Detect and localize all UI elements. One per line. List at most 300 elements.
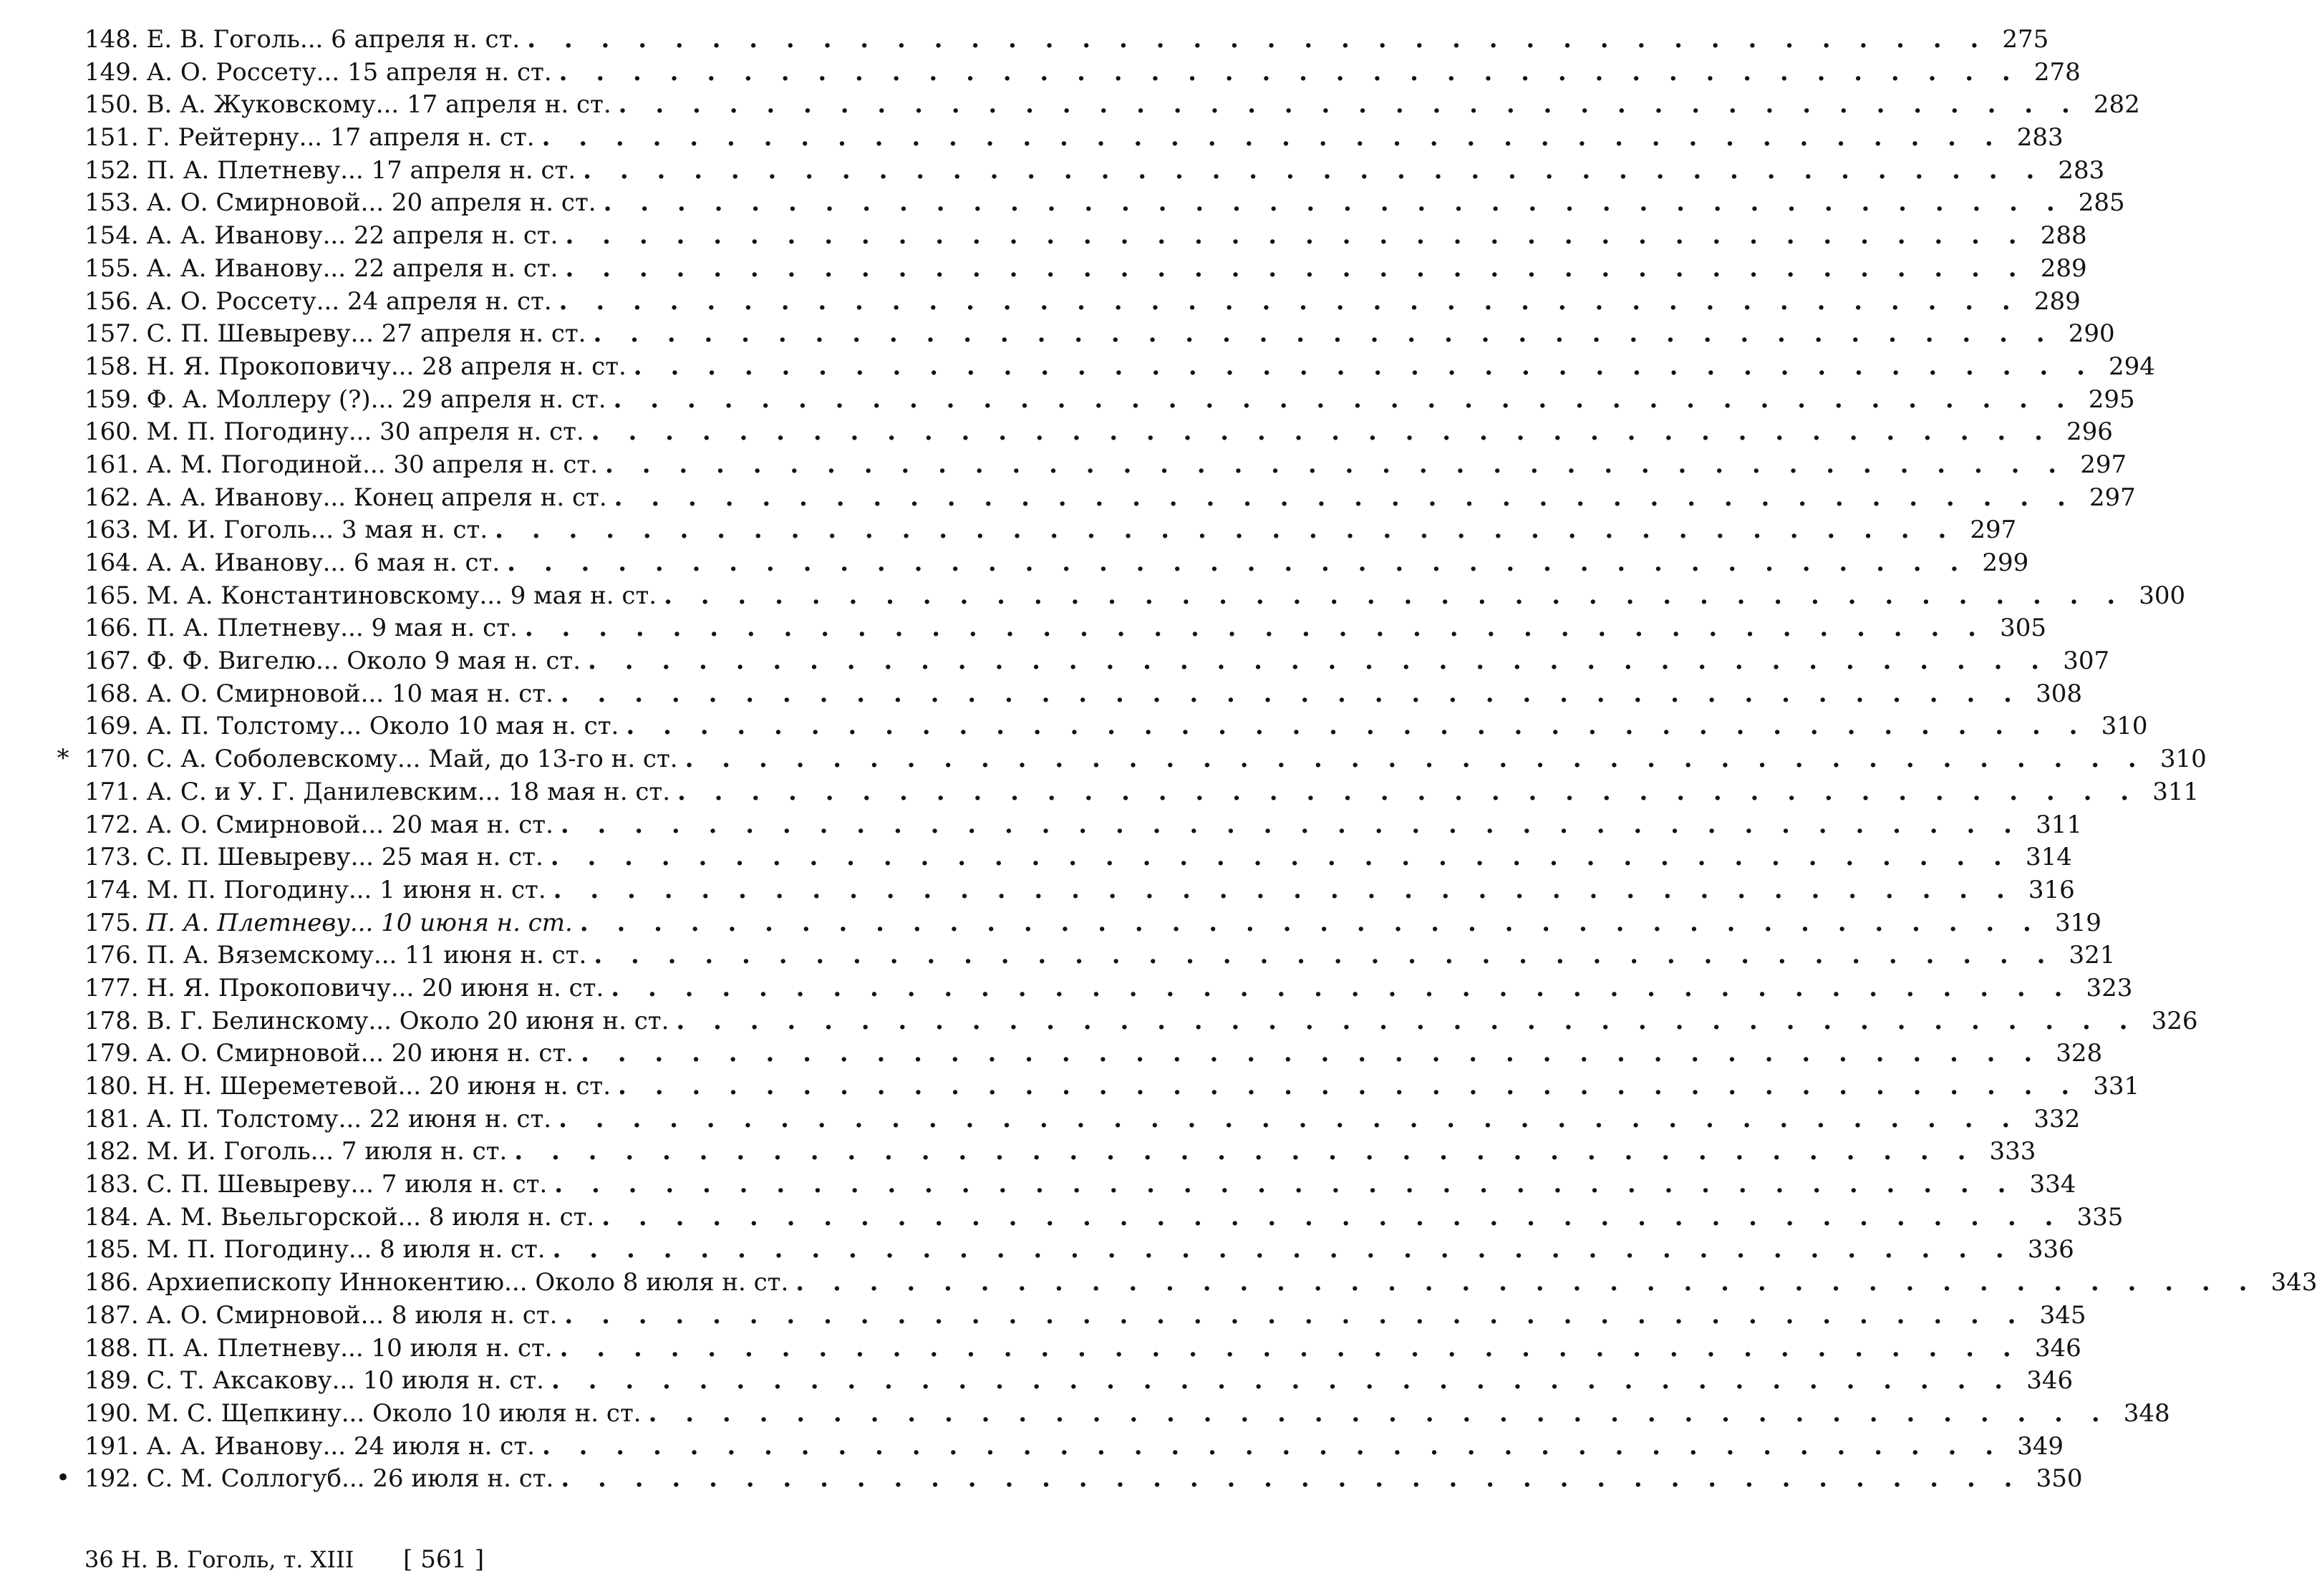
- entry-number: 174.: [84, 875, 139, 904]
- dot-leader: . . . . . . . . . . . . . . . . . . . . . . . . . . . . . . . . . . . . . . . .: [795, 1268, 2258, 1297]
- toc-entry: [0, 1264, 2317, 1297]
- entry-line: [84, 1268, 2317, 1297]
- entry-spacer: [139, 1138, 147, 1165]
- entry-page-number: 310: [2101, 712, 2148, 741]
- toc-entry: [0, 218, 2087, 251]
- entry-number: 172.: [84, 810, 139, 839]
- toc-entry: [0, 872, 2075, 905]
- entry-title: С. М. Соллогуб... 26 июля н. ст.: [146, 1464, 554, 1494]
- dot-leader: . . . . . . . . . . . . . . . . . . . . . . . . . . . . . . . . . . . . . . . .: [618, 1072, 2080, 1101]
- entry-page-number: 278: [2033, 57, 2081, 87]
- toc-entry: [0, 316, 2115, 349]
- entry-line: [84, 908, 2101, 937]
- entry-title: П. А. Вяземскому... 11 июня н. ст.: [146, 941, 587, 970]
- entry-spacer: [139, 647, 147, 674]
- entry-title: Н. Н. Шереметевой... 20 июня н. ст.: [146, 1072, 611, 1101]
- entry-title: С. П. Шевыреву... 25 мая н. ст.: [146, 843, 543, 872]
- entry-number: 176.: [84, 941, 139, 970]
- entry-line: [84, 843, 2072, 872]
- footer-signature: 36 Н. В. Гоголь, т. XIII: [84, 1546, 354, 1573]
- entry-page-number: 332: [2033, 1104, 2081, 1133]
- dot-leader: . . . . . . . . . . . . . . . . . . . . . . . . . . . . . . . . . . . . . . . .: [618, 90, 2080, 120]
- entry-spacer: [139, 288, 147, 315]
- toc-entry: [0, 251, 2087, 284]
- entry-page-number: 289: [2040, 253, 2087, 283]
- entry-title: А. О. Смирновой... 20 июня н. ст.: [146, 1039, 574, 1068]
- entry-title: С. А. Соболевскому... Май, до 13-го н. ст.: [146, 745, 678, 774]
- entry-number: 178.: [84, 1006, 139, 1035]
- entry-line: [84, 1366, 2074, 1396]
- entry-title: М. С. Щепкину... Около 10 июля н. ст.: [146, 1398, 642, 1428]
- entry-spacer: [139, 843, 147, 871]
- dot-leader: . . . . . . . . . . . . . . . . . . . . . . . . . . . . . . . . . . . . . . . .: [560, 810, 2022, 839]
- footer-page-number: [ 561 ]: [403, 1545, 485, 1574]
- entry-title: В. Г. Белинскому... Около 20 июня н. ст.: [146, 1006, 669, 1035]
- entry-line: [84, 875, 2075, 904]
- entry-title: Е. В. Гоголь... 6 апреля н. ст.: [146, 25, 521, 54]
- entry-line: [84, 286, 2081, 316]
- entry-line: [84, 810, 2082, 839]
- toc-entry: [0, 643, 2110, 676]
- entry-spacer: [139, 1465, 147, 1492]
- entry-spacer: [139, 942, 147, 969]
- entry-line: [84, 1170, 2076, 1199]
- entry-title: А. М. Вьельгорской... 8 июля н. ст.: [146, 1202, 595, 1232]
- entry-number: 168.: [84, 679, 139, 708]
- entry-page-number: 283: [2016, 123, 2064, 153]
- entry-spacer: [139, 1433, 147, 1460]
- entry-page-number: 345: [2039, 1300, 2086, 1330]
- entry-spacer: [139, 189, 147, 216]
- entry-page-number: 346: [2026, 1366, 2074, 1396]
- toc-entry: [0, 480, 2136, 513]
- entry-title: С. Т. Аксакову... 10 июля н. ст.: [146, 1366, 544, 1396]
- entry-number: 166.: [84, 614, 139, 643]
- entry-spacer: [139, 1269, 147, 1296]
- dot-leader: . . . . . . . . . . . . . . . . . . . . . . . . . . . . . . . . . . . . . . . .: [593, 319, 2055, 349]
- entry-line: [84, 1006, 2198, 1035]
- entry-line: [84, 1104, 2081, 1133]
- entry-page-number: 275: [2002, 25, 2049, 54]
- toc-entry: [0, 1297, 2086, 1330]
- entry-title: М. И. Гоголь... 7 июля н. ст.: [146, 1137, 508, 1166]
- entry-page-number: 321: [2069, 941, 2116, 970]
- entry-line: [84, 745, 2207, 774]
- entry-line: [84, 253, 2087, 283]
- entry-title: М. П. Погодину... 1 июня н. ст.: [146, 875, 546, 904]
- entry-page-number: 297: [2089, 483, 2136, 512]
- toc-entry: [0, 1363, 2074, 1396]
- entry-number: 156.: [84, 286, 139, 316]
- entry-spacer: [139, 157, 147, 184]
- entry-number: 171.: [84, 777, 139, 806]
- entry-number: 189.: [84, 1366, 139, 1396]
- entry-spacer: [139, 1106, 147, 1133]
- dot-leader: . . . . . . . . . . . . . . . . . . . . . . . . . . . . . . . . . . . . . . . .: [553, 875, 2015, 904]
- toc-entry: [0, 1330, 2081, 1363]
- page-footer: [84, 1545, 484, 1581]
- toc-entry: [0, 1199, 2124, 1232]
- entry-page-number: 326: [2151, 1006, 2198, 1035]
- entry-spacer: [139, 222, 147, 249]
- entry-number: 152.: [84, 155, 139, 185]
- entry-line: [84, 352, 2155, 381]
- entry-page-number: 333: [1989, 1137, 2036, 1166]
- toc-entry: [0, 382, 2135, 415]
- entry-title: Архиепископу Иннокентию... Около 8 июля н. ст.: [146, 1268, 789, 1297]
- entry-number: 184.: [84, 1202, 139, 1232]
- dot-leader: . . . . . . . . . . . . . . . . . . . . . . . . . . . . . . . . . . . . . . . .: [560, 679, 2022, 708]
- toc-entry: [0, 610, 2046, 643]
- entry-page-number: 297: [1970, 516, 2017, 545]
- dot-leader: . . . . . . . . . . . . . . . . . . . . . . . . . . . . . . . . . . . . . . . .: [633, 352, 2095, 381]
- entry-line: [84, 319, 2115, 349]
- entry-title: Н. Я. Прокоповичу... 28 апреля н. ст.: [146, 352, 627, 381]
- entry-spacer: [139, 974, 147, 1002]
- entry-spacer: [139, 778, 147, 806]
- entry-spacer: [139, 124, 147, 151]
- entry-page-number: 289: [2033, 286, 2081, 316]
- entry-line: [84, 1333, 2081, 1363]
- entry-line: [84, 1431, 2064, 1461]
- entry-marker: *: [57, 744, 69, 773]
- entry-title: А. М. Погодиной... 30 апреля н. ст.: [146, 450, 599, 479]
- toc-entry: [0, 349, 2155, 382]
- toc-entry: [0, 414, 2113, 447]
- entry-title: С. П. Шевыреву... 7 июля н. ст.: [146, 1170, 548, 1199]
- entry-title: Н. Я. Прокоповичу... 20 июня н. ст.: [146, 973, 604, 1002]
- entry-line: [84, 57, 2081, 87]
- entry-page-number: 323: [2086, 973, 2133, 1002]
- entry-spacer: [139, 614, 147, 642]
- entry-number: 161.: [84, 450, 139, 479]
- entry-number: 154.: [84, 221, 139, 251]
- entry-spacer: [139, 516, 147, 543]
- dot-leader: . . . . . . . . . . . . . . . . . . . . . . . . . . . . . . . . . . . . . . . .: [676, 1006, 2138, 1035]
- entry-page-number: 294: [2109, 352, 2155, 381]
- entry-line: [84, 123, 2064, 153]
- entry-page-number: 349: [2017, 1431, 2064, 1461]
- dot-leader: . . . . . . . . . . . . . . . . . . . . . . . . . . . . . . . . . . . . . . . .: [581, 1039, 2043, 1068]
- entry-spacer: [139, 1171, 147, 1198]
- entry-line: [84, 777, 2200, 806]
- dot-leader: . . . . . . . . . . . . . . . . . . . . . . . . . . . . . . . . . . . . . . . .: [685, 745, 2147, 774]
- entry-line: [84, 1235, 2074, 1264]
- entry-title: П. А. Плетневу... 9 мая н. ст.: [146, 614, 518, 643]
- toc-entry: [0, 1166, 2076, 1199]
- entry-line: [84, 221, 2087, 251]
- entry-line: [84, 973, 2133, 1002]
- entry-title: А. А. Иванову... 6 мая н. ст.: [146, 548, 500, 577]
- entry-number: 165.: [84, 581, 139, 610]
- entry-title: А. О. Россету... 24 апреля н. ст.: [146, 286, 552, 316]
- entry-page-number: 299: [1982, 548, 2029, 577]
- entry-title: М. П. Погодину... 8 июля н. ст.: [146, 1235, 546, 1264]
- entry-spacer: [139, 1040, 147, 1067]
- dot-leader: . . . . . . . . . . . . . . . . . . . . . . . . . . . . . . . . . . . . . . . .: [558, 286, 2021, 316]
- entry-number: 180.: [84, 1072, 139, 1101]
- entry-number: 175.: [84, 908, 139, 937]
- toc-entry: [0, 1396, 2170, 1428]
- dot-leader: . . . . . . . . . . . . . . . . . . . . . . . . . . . . . . . . . . . . . . . .: [541, 1431, 2004, 1461]
- entry-page-number: 305: [2000, 614, 2046, 643]
- entry-line: [84, 941, 2116, 970]
- toc-entry: [0, 1133, 2036, 1166]
- toc-entry: [0, 676, 2082, 709]
- entry-title: А. О. Смирновой... 8 июля н. ст.: [146, 1300, 558, 1330]
- toc-entry: [0, 937, 2116, 970]
- entry-number: 170.: [84, 745, 139, 774]
- entry-line: [84, 1202, 2124, 1232]
- entry-spacer: [139, 451, 147, 478]
- entry-page-number: 334: [2029, 1170, 2076, 1199]
- toc-entry: [0, 807, 2082, 840]
- entry-line: [84, 483, 2136, 512]
- entry-number: 159.: [84, 385, 139, 414]
- entry-spacer: [139, 1007, 147, 1035]
- entry-title: А. О. Смирновой... 20 мая н. ст.: [146, 810, 553, 839]
- entry-title: М. И. Гоголь... 3 мая н. ст.: [146, 516, 488, 545]
- dot-leader: . . . . . . . . . . . . . . . . . . . . . . . . . . . . . . . . . . . . . . . .: [551, 1366, 2013, 1396]
- entry-spacer: [139, 26, 147, 53]
- toc-entry: [0, 512, 2017, 545]
- entry-title: П. А. Плетневу... 17 апреля н. ст.: [146, 155, 576, 185]
- toc-entry: [0, 54, 2081, 87]
- toc-entry: [0, 578, 2186, 611]
- entry-spacer: [139, 386, 147, 413]
- entry-title: П. А. Плетневу... 10 июля н. ст.: [146, 1333, 553, 1363]
- entry-line: [84, 417, 2113, 447]
- entry-number: 153.: [84, 188, 139, 218]
- entry-title: М. А. Константиновскому... 9 мая н. ст.: [146, 581, 657, 610]
- entry-number: 185.: [84, 1235, 139, 1264]
- entry-title: А. А. Иванову... 24 июля н. ст.: [146, 1431, 535, 1461]
- entry-page-number: 295: [2088, 385, 2135, 414]
- dot-leader: . . . . . . . . . . . . . . . . . . . . . . . . . . . . . . . . . . . . . . . .: [601, 1202, 2064, 1232]
- entry-number: 191.: [84, 1431, 139, 1461]
- entry-line: [84, 548, 2029, 577]
- entry-title: П. А. Плетневу... 10 июня н. ст.: [146, 908, 573, 937]
- entry-number: 151.: [84, 123, 139, 153]
- dot-leader: . . . . . . . . . . . . . . . . . . . . . . . . . . . . . . . . . . . . . . . .: [550, 843, 2012, 872]
- entry-page-number: 290: [2068, 319, 2115, 349]
- entry-spacer: [139, 1302, 147, 1329]
- entry-page-number: 288: [2040, 221, 2087, 251]
- toc-entry: [0, 1101, 2081, 1134]
- entry-title: М. П. Погодину... 30 апреля н. ст.: [146, 417, 584, 447]
- toc-entry: [0, 185, 2125, 218]
- entry-number: 157.: [84, 319, 139, 349]
- entry-page-number: 282: [2093, 90, 2140, 120]
- toc-entry: [0, 839, 2072, 872]
- entry-number: 173.: [84, 843, 139, 872]
- entry-marker: •: [56, 1464, 71, 1493]
- entry-page-number: 296: [2066, 417, 2113, 447]
- dot-leader: . . . . . . . . . . . . . . . . . . . . . . . . . . . . . . . . . . . . . . . .: [541, 123, 2003, 153]
- toc-entry: [0, 545, 2029, 578]
- entry-number: 181.: [84, 1104, 139, 1133]
- entry-number: 169.: [84, 712, 139, 741]
- entry-line: [84, 25, 2049, 54]
- dot-leader: . . . . . . . . . . . . . . . . . . . . . . . . . . . . . . . . . . . . . . . .: [495, 516, 1957, 545]
- entry-title: А. П. Толстому... Около 10 мая н. ст.: [146, 712, 619, 741]
- entry-title: Ф. Ф. Вигелю... Около 9 мая н. ст.: [146, 647, 581, 676]
- entry-line: [84, 712, 2148, 741]
- entry-page-number: 307: [2063, 647, 2110, 676]
- dot-leader: . . . . . . . . . . . . . . . . . . . . . . . . . . . . . . . . . . . . . . . .: [591, 417, 2053, 447]
- entry-title: Г. Рейтерну... 17 апреля н. ст.: [146, 123, 535, 153]
- toc-entry: [0, 284, 2081, 316]
- entry-title: А. О. Россету... 15 апреля н. ст.: [146, 57, 552, 87]
- entry-spacer: [139, 418, 147, 445]
- entry-number: 179.: [84, 1039, 139, 1068]
- toc-entry: [0, 153, 2105, 185]
- entry-number: 164.: [84, 548, 139, 577]
- entry-spacer: [139, 255, 147, 282]
- entry-page-number: 350: [2036, 1464, 2083, 1494]
- toc-entry: [0, 87, 2140, 120]
- entry-spacer: [139, 811, 147, 838]
- entry-number: 188.: [84, 1333, 139, 1363]
- entry-number: 163.: [84, 516, 139, 545]
- entry-title: А. О. Смирновой... 20 апреля н. ст.: [146, 188, 596, 218]
- entry-spacer: [139, 484, 147, 511]
- entry-spacer: [139, 59, 147, 86]
- entry-number: 155.: [84, 253, 139, 283]
- toc-entry: [0, 1461, 2083, 1494]
- toc-entry: [0, 1003, 2198, 1036]
- dot-leader: . . . . . . . . . . . . . . . . . . . . . . . . . . . . . . . . . . . . . . . .: [559, 1333, 2021, 1363]
- entry-number: 162.: [84, 483, 139, 512]
- entry-spacer: [139, 1367, 147, 1394]
- toc-entry: [0, 774, 2200, 807]
- entry-line: [84, 647, 2110, 676]
- dot-leader: . . . . . . . . . . . . . . . . . . . . . . . . . . . . . . . . . . . . . . . .: [588, 647, 2050, 676]
- dot-leader: . . . . . . . . . . . . . . . . . . . . . . . . . . . . . . . . . . . . . . . .: [594, 941, 2056, 970]
- entry-page-number: 343: [2270, 1268, 2317, 1297]
- entry-title: А. А. Иванову... 22 апреля н. ст.: [146, 221, 558, 251]
- entry-title: А. О. Смирновой... 10 мая н. ст.: [146, 679, 553, 708]
- entry-line: [84, 155, 2105, 185]
- dot-leader: . . . . . . . . . . . . . . . . . . . . . . . . . . . . . . . . . . . . . . . .: [648, 1398, 2110, 1428]
- entry-spacer: [139, 1236, 147, 1263]
- entry-page-number: 300: [2139, 581, 2186, 610]
- entry-number: 167.: [84, 647, 139, 676]
- entry-line: [84, 90, 2140, 120]
- dot-leader: . . . . . . . . . . . . . . . . . . . . . . . . . . . . . . . . . . . . . . . .: [554, 1170, 2016, 1199]
- entry-line: [84, 581, 2186, 610]
- entry-title: С. П. Шевыреву... 27 апреля н. ст.: [146, 319, 586, 349]
- entry-spacer: [139, 549, 147, 576]
- entry-number: 158.: [84, 352, 139, 381]
- entry-title: А. П. Толстому... 22 июня н. ст.: [146, 1104, 552, 1133]
- entry-number: 183.: [84, 1170, 139, 1199]
- entry-spacer: [139, 91, 147, 118]
- toc-entry: [0, 1068, 2140, 1101]
- entry-line: [84, 1398, 2170, 1428]
- dot-leader: . . . . . . . . . . . . . . . . . . . . . . . . . . . . . . . . . . . . . . . .: [579, 908, 2041, 937]
- entry-page-number: 335: [2076, 1202, 2124, 1232]
- dot-leader: . . . . . . . . . . . . . . . . . . . . . . . . . . . . . . . . . . . . . . . .: [677, 777, 2139, 806]
- toc-entry: [0, 905, 2101, 938]
- entry-spacer: [139, 353, 147, 380]
- entry-line: [84, 516, 2017, 545]
- entry-number: 186.: [84, 1268, 139, 1297]
- entry-line: [84, 188, 2125, 218]
- entry-page-number: 310: [2159, 745, 2207, 774]
- dot-leader: . . . . . . . . . . . . . . . . . . . . . . . . . . . . . . . . . . . . . . . .: [565, 253, 2027, 283]
- entry-page-number: 283: [2058, 155, 2105, 185]
- toc-entry: [0, 741, 2207, 774]
- dot-leader: . . . . . . . . . . . . . . . . . . . . . . . . . . . . . . . . . . . . . . . .: [552, 1235, 2014, 1264]
- entry-number: 182.: [84, 1137, 139, 1166]
- entry-spacer: [139, 876, 147, 904]
- dot-leader: . . . . . . . . . . . . . . . . . . . . . . . . . . . . . . . . . . . . . . . .: [514, 1137, 1976, 1166]
- dot-leader: . . . . . . . . . . . . . . . . . . . . . . . . . . . . . . . . . . . . . . . .: [564, 1300, 2026, 1330]
- dot-leader: . . . . . . . . . . . . . . . . . . . . . . . . . . . . . . . . . . . . . . . .: [527, 25, 1989, 54]
- entry-line: [84, 1137, 2036, 1166]
- entry-number: 192.: [84, 1464, 139, 1494]
- entry-title: Ф. А. Моллеру (?)... 29 апреля н. ст.: [146, 385, 606, 414]
- entry-title: В. А. Жуковскому... 17 апреля н. ст.: [146, 90, 611, 120]
- entry-page-number: 336: [2027, 1235, 2074, 1264]
- dot-leader: . . . . . . . . . . . . . . . . . . . . . . . . . . . . . . . . . . . . . . . .: [626, 712, 2088, 741]
- dot-leader: . . . . . . . . . . . . . . . . . . . . . . . . . . . . . . . . . . . . . . . .: [524, 614, 1986, 643]
- dot-leader: . . . . . . . . . . . . . . . . . . . . . . . . . . . . . . . . . . . . . . . .: [565, 221, 2027, 251]
- dot-leader: . . . . . . . . . . . . . . . . . . . . . . . . . . . . . . . . . . . . . . . .: [664, 581, 2126, 610]
- entry-line: [84, 385, 2135, 414]
- entry-spacer: [139, 1335, 147, 1362]
- entry-line: [84, 1464, 2083, 1494]
- entry-number: 177.: [84, 973, 139, 1002]
- toc-entry: [0, 120, 2064, 153]
- entry-page-number: 346: [2034, 1333, 2081, 1363]
- entry-page-number: 348: [2123, 1398, 2170, 1428]
- toc-entry: [0, 708, 2148, 741]
- entry-spacer: [139, 1073, 147, 1100]
- dot-leader: . . . . . . . . . . . . . . . . . . . . . . . . . . . . . . . . . . . . . . . .: [603, 188, 2065, 218]
- dot-leader: . . . . . . . . . . . . . . . . . . . . . . . . . . . . . . . . . . . . . . . .: [583, 155, 2045, 185]
- entry-line: [84, 1072, 2140, 1101]
- entry-page-number: 328: [2056, 1039, 2103, 1068]
- entry-spacer: [139, 582, 147, 609]
- toc-entry: [0, 970, 2133, 1003]
- toc-entry: [0, 1232, 2074, 1264]
- entry-spacer: [139, 712, 147, 740]
- entry-page-number: 316: [2028, 875, 2075, 904]
- entry-number: 187.: [84, 1300, 139, 1330]
- entry-page-number: 314: [2026, 843, 2072, 872]
- entry-line: [84, 1300, 2086, 1330]
- entry-page-number: 308: [2036, 679, 2082, 708]
- entry-page-number: 331: [2093, 1072, 2140, 1101]
- entry-number: 150.: [84, 90, 139, 120]
- entry-spacer: [139, 909, 147, 937]
- entry-page-number: 311: [2152, 777, 2200, 806]
- entry-number: 190.: [84, 1398, 139, 1428]
- dot-leader: . . . . . . . . . . . . . . . . . . . . . . . . . . . . . . . . . . . . . . . .: [614, 483, 2076, 512]
- entry-title: А. С. и У. Г. Данилевским... 18 мая н. ст.: [146, 777, 670, 806]
- dot-leader: . . . . . . . . . . . . . . . . . . . . . . . . . . . . . . . . . . . . . . . .: [558, 57, 2021, 87]
- entry-spacer: [139, 1400, 147, 1427]
- toc-entry: [0, 1428, 2064, 1461]
- entry-page-number: 297: [2080, 450, 2127, 479]
- dot-leader: . . . . . . . . . . . . . . . . . . . . . . . . . . . . . . . . . . . . . . . .: [611, 973, 2073, 1002]
- entry-spacer: [139, 320, 147, 347]
- toc-entry: [0, 1035, 2103, 1068]
- entry-page-number: 311: [2036, 810, 2082, 839]
- dot-leader: . . . . . . . . . . . . . . . . . . . . . . . . . . . . . . . . . . . . . . . .: [613, 385, 2075, 414]
